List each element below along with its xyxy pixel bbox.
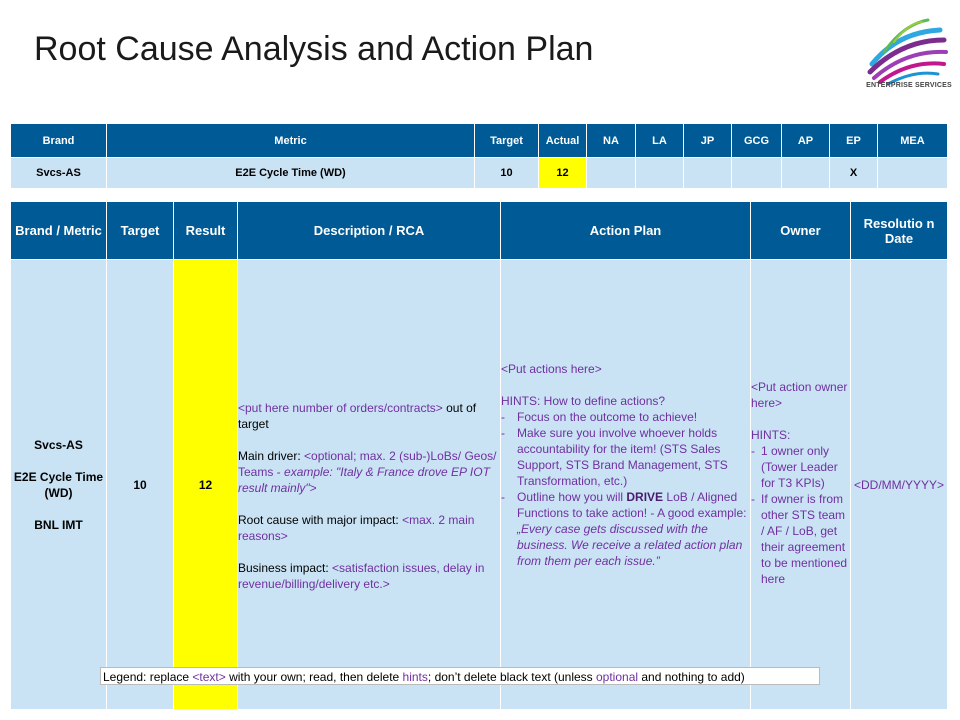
header-action-plan: Action Plan <box>501 202 751 260</box>
summary-header-na: NA <box>587 124 636 158</box>
header-brand-metric: Brand / Metric <box>11 202 107 260</box>
rca-header-row <box>11 202 948 260</box>
summary-header-actual: Actual <box>539 124 587 158</box>
rca-main-driver: Main driver: <optional; max. 2 (sub-)LoBs/ Geos/ Teams - example: "Italy & France drove EP IOT result mainly"> <box>238 448 497 495</box>
action-hints-title: HINTS: How to define actions? <box>501 393 666 408</box>
summary-mea-cell <box>878 158 948 189</box>
list-item: - Focus on the outcome to achieve! <box>501 409 698 424</box>
metric-text: E2E Cycle Time (WD) <box>13 469 104 500</box>
summary-header-jp: JP <box>684 124 732 158</box>
owner-hints-list <box>751 443 850 587</box>
summary-gcg-cell <box>732 158 782 189</box>
summary-actual-cell: 12 <box>539 158 587 189</box>
action-hints-list <box>501 409 750 569</box>
list-item: - If owner is from other STS team / AF / LoB, get their agreement to be mentioned here <box>751 491 848 586</box>
owner-hints-title: HINTS: <box>751 427 791 442</box>
summary-metric-cell: E2E Cycle Time (WD) <box>107 158 475 189</box>
action-placeholder: <Put actions here> <box>501 361 602 376</box>
logo-caption: ENTERPRISE SERVICES <box>866 82 952 89</box>
target-cell: 10 <box>107 260 174 710</box>
summary-na-cell <box>587 158 636 189</box>
rca-table <box>10 201 948 710</box>
list-item: - Outline how you will DRIVE LoB / Aligned Functions to take action! - A good example: „Every case gets discussed with the business. We receive a related action plan from them per each issue.” <box>501 489 747 568</box>
summary-ep-cell: X <box>830 158 878 189</box>
summary-header-target: Target <box>475 124 539 158</box>
header-result: Result <box>174 202 238 260</box>
header-resolution-date: Resolutio n Date <box>851 202 948 260</box>
summary-header-brand: Brand <box>11 124 107 158</box>
summary-la-cell <box>636 158 684 189</box>
summary-header-metric: Metric <box>107 124 475 158</box>
summary-target-cell: 10 <box>475 158 539 189</box>
header-target: Target <box>107 202 174 260</box>
brand-text: Svcs-AS <box>34 437 83 452</box>
resolution-date-cell: <DD/MM/YYYY> <box>851 260 948 710</box>
description-cell <box>238 260 501 710</box>
rca-root-cause: Root cause with major impact: <max. 2 main reasons> <box>238 512 475 543</box>
summary-header-ep: EP <box>830 124 878 158</box>
rca-orders: <put here number of orders/contracts> out of target <box>238 400 477 431</box>
summary-brand-cell: Svcs-AS <box>11 158 107 189</box>
owner-cell <box>751 260 851 710</box>
table-row <box>11 260 948 710</box>
legend-note: Legend: replace <text> with your own; read, then delete hints; don’t delete black text (unless optional and nothing to add) <box>100 667 820 685</box>
summary-header-gcg: GCG <box>732 124 782 158</box>
slide-title: Root Cause Analysis and Action Plan <box>34 30 594 68</box>
unit-text: BNL IMT <box>34 517 83 532</box>
owner-placeholder: <Put action owner here> <box>751 379 848 410</box>
rca-business-impact: Business impact: <satisfaction issues, delay in revenue/billing/delivery etc.> <box>238 560 485 591</box>
header-owner: Owner <box>751 202 851 260</box>
list-item: - Make sure you involve whoever holds accountability for the item! (STS Sales Support, STS Brand Management, STS Transformation, etc.) <box>501 425 728 488</box>
summary-header-la: LA <box>636 124 684 158</box>
summary-header-mea: MEA <box>878 124 948 158</box>
header-description: Description / RCA <box>238 202 501 260</box>
summary-header-ap: AP <box>782 124 830 158</box>
enterprise-services-logo-icon <box>858 12 954 108</box>
result-cell: 12 <box>174 260 238 710</box>
summary-header-row <box>11 124 948 158</box>
summary-table <box>10 123 948 189</box>
list-item: - 1 owner only (Tower Leader for T3 KPIs) <box>751 443 838 490</box>
summary-jp-cell <box>684 158 732 189</box>
table-row <box>11 158 948 189</box>
action-plan-cell <box>501 260 751 710</box>
summary-ap-cell <box>782 158 830 189</box>
brand-metric-cell <box>11 260 107 710</box>
